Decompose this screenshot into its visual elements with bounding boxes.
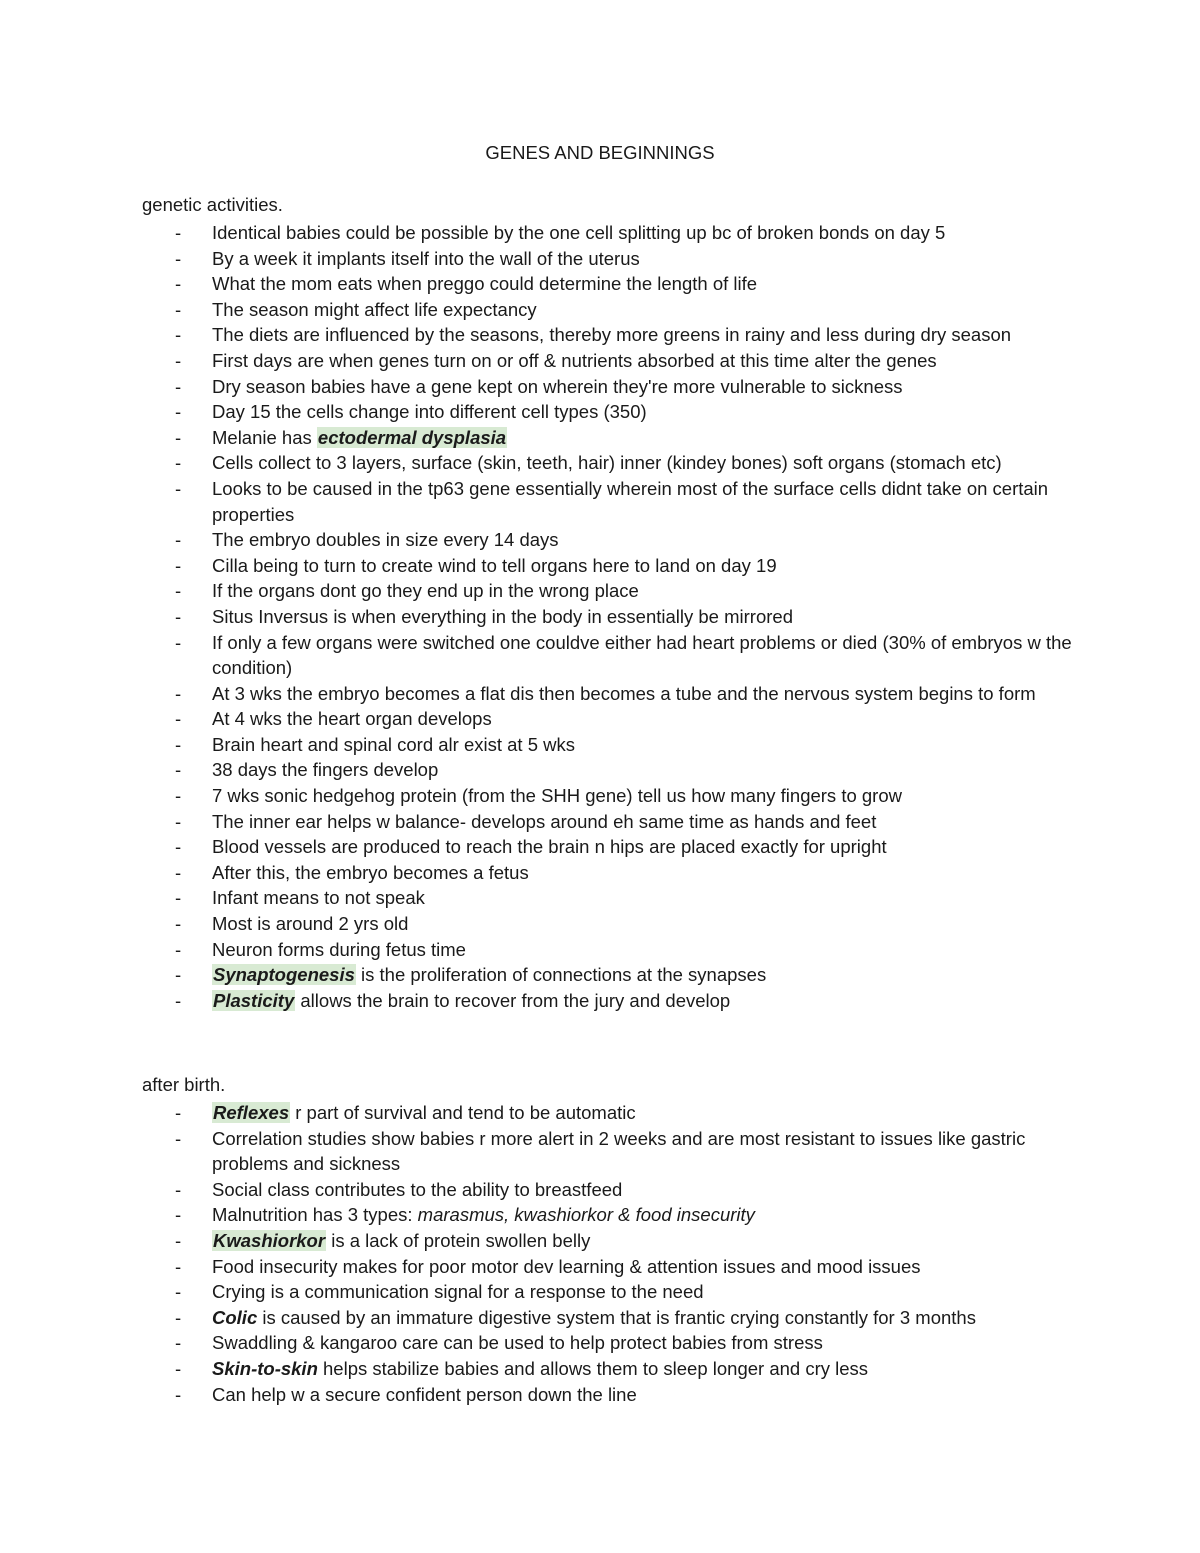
bullet-dash: - — [175, 298, 182, 320]
list-item — [142, 732, 1092, 758]
bullet-dash: - — [175, 1281, 182, 1303]
list-item — [142, 1126, 1092, 1177]
bullet-dash: - — [175, 1127, 182, 1149]
highlighted-term: Synaptogenesis — [213, 964, 355, 986]
bullet-dash: - — [175, 1229, 182, 1251]
section-heading: genetic activities. — [142, 194, 283, 215]
bullet-dash: - — [175, 861, 182, 883]
page-title: GENES AND BEGINNINGS — [485, 142, 715, 163]
highlighted-term: ectodermal dysplasia — [317, 426, 507, 448]
item-text: The embryo doubles in size every 14 days — [212, 529, 559, 551]
list-item — [142, 1330, 1092, 1356]
bullet-dash: - — [175, 913, 182, 935]
italic-text: marasmus, kwashiorkor & food insecurity — [417, 1204, 755, 1226]
item-text: Can help w a secure confident person down the line — [212, 1383, 637, 1405]
section-genetic-activities — [142, 194, 1092, 1013]
item-text: Dry season babies have a gene kept on wherein they're more vulnerable to sickness — [212, 375, 903, 397]
item-text: After this, the embryo becomes a fetus — [212, 861, 529, 883]
list-item — [142, 297, 1092, 323]
bullet-dash: - — [175, 964, 182, 986]
list-item — [142, 399, 1092, 425]
list-item — [142, 553, 1092, 579]
bullet-dash: - — [175, 682, 182, 704]
list-item — [142, 578, 1092, 604]
bullet-dash: - — [175, 426, 182, 448]
list-item — [142, 757, 1092, 783]
list-item — [142, 1202, 1092, 1228]
item-text: The inner ear helps w balance- develops around eh same time as hands and feet — [212, 810, 877, 832]
list-item — [142, 809, 1092, 835]
highlighted-term: Reflexes — [213, 1102, 290, 1123]
list-item — [142, 783, 1092, 809]
item-text: Looks to be caused in the tp63 gene essentially wherein most of the surface cells didnt take on certain properties — [212, 477, 1049, 525]
bullet-dash: - — [175, 349, 182, 371]
item-text: Blood vessels are produced to reach the brain n hips are placed exactly for upright — [212, 836, 887, 858]
item-text: At 3 wks the embryo becomes a flat dis then becomes a tube and the nervous system begins to form — [212, 682, 1036, 704]
bullet-dash: - — [175, 887, 182, 909]
list-item — [142, 1254, 1092, 1280]
list-item — [142, 450, 1092, 476]
item-text: is a lack of protein swollen belly — [326, 1229, 591, 1251]
bullet-dash: - — [175, 375, 182, 397]
list-item — [142, 1279, 1092, 1305]
bullet-dash: - — [175, 529, 182, 551]
list-item — [142, 527, 1092, 553]
list-item — [142, 1100, 1092, 1126]
list-item — [142, 1356, 1092, 1382]
section-after-birth — [142, 1074, 1092, 1407]
item-text: Social class contributes to the ability to breastfeed — [212, 1178, 623, 1200]
item-text: Swaddling & kangaroo care can be used to help protect babies from stress — [212, 1332, 823, 1354]
list-item — [142, 911, 1092, 937]
list-item — [142, 1177, 1092, 1203]
item-text: helps stabilize babies and allows them to sleep longer and cry less — [317, 1357, 869, 1379]
item-text: What the mom eats when preggo could determine the length of life — [212, 273, 758, 295]
list-item — [142, 348, 1092, 374]
bullet-dash: - — [175, 554, 182, 576]
bullet-dash: - — [175, 708, 182, 730]
bullet-dash: - — [175, 631, 182, 653]
item-text: Crying is a communication signal for a response to the need — [212, 1281, 704, 1303]
bullet-list — [142, 220, 1092, 1013]
item-text: 38 days the fingers develop — [212, 759, 439, 781]
list-item — [142, 885, 1092, 911]
item-text: Infant means to not speak — [212, 887, 425, 909]
bullet-dash: - — [175, 273, 182, 295]
bullet-dash: - — [175, 1357, 182, 1379]
item-text: First days are when genes turn on or off & nutrients absorbed at this time alter the genes — [212, 349, 937, 371]
item-text: r part of survival and tend to be automatic — [290, 1102, 636, 1123]
list-item — [142, 1382, 1092, 1408]
section-heading: after birth. — [142, 1074, 226, 1095]
item-text: Identical babies could be possible by the one cell splitting up bc of broken bonds on day 5 — [212, 222, 946, 243]
bullet-dash: - — [175, 836, 182, 858]
item-text: is caused by an immature digestive system that is frantic crying constantly for 3 months — [257, 1306, 976, 1328]
bullet-dash: - — [175, 785, 182, 807]
list-item — [142, 271, 1092, 297]
bullet-dash: - — [175, 1178, 182, 1200]
item-text: Most is around 2 yrs old — [212, 913, 409, 935]
item-text: Malnutrition has 3 types: — [212, 1204, 418, 1226]
item-text: 7 wks sonic hedgehog protein (from the SHH gene) tell us how many fingers to grow — [212, 785, 902, 807]
bullet-dash: - — [175, 989, 182, 1011]
bullet-dash: - — [175, 401, 182, 423]
bullet-dash: - — [175, 1204, 182, 1226]
list-item — [142, 374, 1092, 400]
item-text: By a week it implants itself into the wall of the uterus — [212, 247, 640, 269]
item-text: Brain heart and spinal cord alr exist at 5 wks — [212, 733, 575, 755]
item-text: Neuron forms during fetus time — [212, 938, 466, 960]
item-text: allows the brain to recover from the jury and develop — [295, 989, 731, 1011]
list-item — [142, 834, 1092, 860]
bullet-dash: - — [175, 1332, 182, 1354]
item-text: Cilla being to turn to create wind to tell organs here to land on day 19 — [212, 554, 777, 576]
list-item — [142, 988, 1092, 1014]
emphasized-term: Skin-to-skin — [212, 1357, 318, 1379]
bullet-list — [142, 1100, 1092, 1407]
item-text: is the proliferation of connections at the synapses — [355, 964, 767, 986]
bullet-dash: - — [175, 1255, 182, 1277]
bullet-dash: - — [175, 247, 182, 269]
bullet-dash: - — [175, 222, 182, 243]
list-item — [142, 220, 1092, 246]
bullet-dash: - — [175, 733, 182, 755]
item-text: Food insecurity makes for poor motor dev learning & attention issues and mood issues — [212, 1255, 921, 1277]
bullet-dash: - — [175, 452, 182, 474]
list-item — [142, 1228, 1092, 1254]
bullet-dash: - — [175, 810, 182, 832]
highlighted-term: Kwashiorkor — [213, 1229, 326, 1251]
list-item — [142, 1305, 1092, 1331]
item-text: The diets are influenced by the seasons, thereby more greens in rainy and less during dry season — [212, 324, 1012, 346]
bullet-dash: - — [175, 477, 182, 499]
list-item — [142, 604, 1092, 630]
bullet-dash: - — [175, 605, 182, 627]
list-item — [142, 322, 1092, 348]
list-item — [142, 246, 1092, 272]
bullet-dash: - — [175, 759, 182, 781]
highlighted-term: Plasticity — [213, 989, 295, 1011]
bullet-dash: - — [175, 1102, 182, 1123]
item-text: Situs Inversus is when everything in the body in essentially be mirrored — [212, 605, 793, 627]
bullet-dash: - — [175, 1306, 182, 1328]
item-text: Correlation studies show babies r more alert in 2 weeks and are most resistant to issues like gastric problems and sickness — [212, 1127, 1026, 1175]
list-item — [142, 476, 1092, 527]
list-item — [142, 962, 1092, 988]
bullet-dash: - — [175, 580, 182, 602]
bullet-dash: - — [175, 938, 182, 960]
list-item — [142, 860, 1092, 886]
item-text: At 4 wks the heart organ develops — [212, 708, 492, 730]
list-item — [142, 937, 1092, 963]
item-text: If only a few organs were switched one couldve either had heart problems or died (30% of embryos w the condition) — [212, 631, 1072, 679]
list-item — [142, 681, 1092, 707]
bullet-dash: - — [175, 1383, 182, 1405]
list-item — [142, 706, 1092, 732]
bullet-dash: - — [175, 324, 182, 346]
item-text: The season might affect life expectancy — [212, 298, 537, 320]
item-text: Cells collect to 3 layers, surface (skin, teeth, hair) inner (kindey bones) soft organs (stomach etc) — [212, 452, 1002, 474]
list-item — [142, 630, 1092, 681]
item-text: Day 15 the cells change into different cell types (350) — [212, 401, 647, 423]
list-item — [142, 425, 1092, 451]
item-text: Melanie has — [212, 426, 317, 448]
item-text: If the organs dont go they end up in the wrong place — [212, 580, 639, 602]
emphasized-term: Colic — [212, 1306, 258, 1328]
